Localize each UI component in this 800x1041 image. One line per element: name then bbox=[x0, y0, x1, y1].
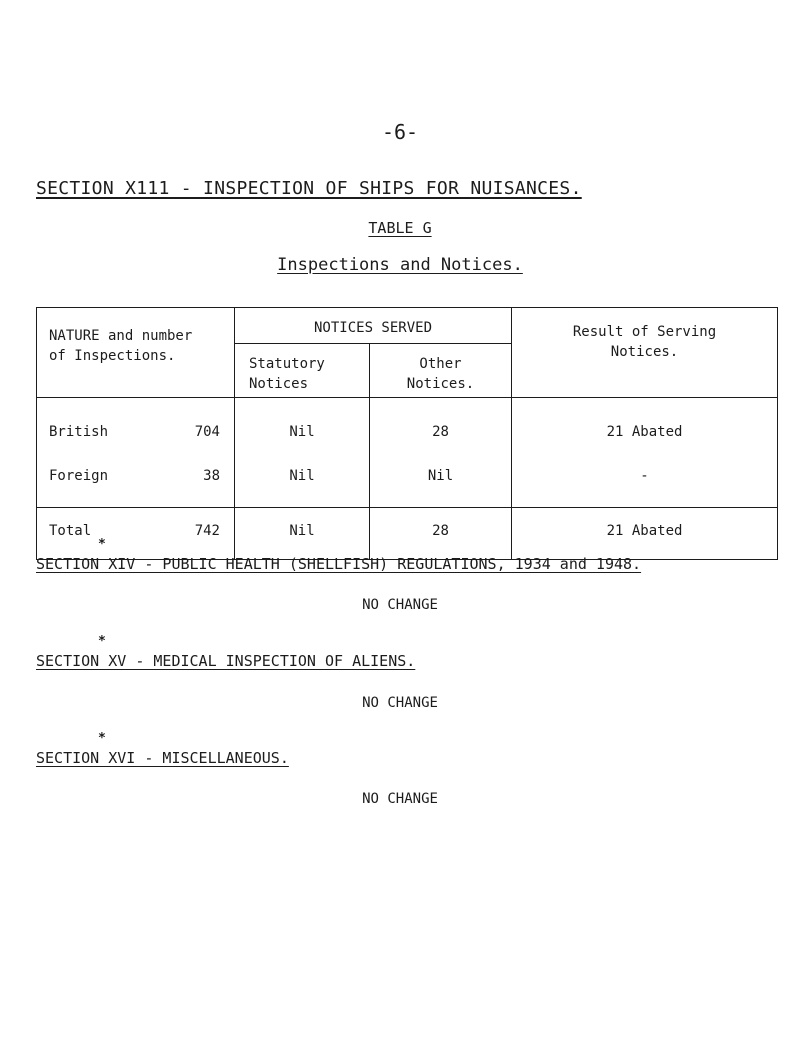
total-label: Total bbox=[49, 523, 92, 539]
row-foreign-result: - bbox=[640, 468, 649, 484]
table-total-row bbox=[37, 508, 778, 560]
total-number: 742 bbox=[194, 523, 220, 539]
section-14-heading: SECTION XIV - PUBLIC HEALTH (SHELLFISH) REGULATIONS, 1934 and 1948. bbox=[36, 555, 642, 573]
cell-total-result bbox=[512, 508, 778, 560]
header-result bbox=[512, 308, 778, 398]
header-statutory-text: Statutory Notices bbox=[249, 356, 325, 392]
row-british-other: 28 bbox=[432, 424, 449, 440]
inspections-table bbox=[36, 307, 778, 560]
total-statutory: Nil bbox=[289, 523, 315, 539]
header-statutory bbox=[235, 344, 370, 398]
table-body-rows bbox=[37, 398, 778, 508]
header-notices-served bbox=[235, 308, 512, 344]
row-foreign-nature bbox=[37, 440, 234, 484]
row-foreign-statutory: Nil bbox=[289, 468, 315, 484]
header-notices-served-text: NOTICES SERVED bbox=[314, 320, 433, 336]
section-13-heading: SECTION X111 - INSPECTION OF SHIPS FOR NUISANCES. bbox=[36, 178, 582, 199]
section-16-marker: * bbox=[98, 731, 106, 746]
total-other: 28 bbox=[432, 523, 449, 539]
row-foreign-other: Nil bbox=[427, 468, 454, 484]
table-label: TABLE G bbox=[368, 219, 432, 237]
header-other bbox=[370, 344, 512, 398]
section-14-marker: * bbox=[98, 537, 106, 552]
cell-total-statutory bbox=[235, 508, 370, 560]
row-british-nature bbox=[37, 398, 234, 440]
section-15-status: NO CHANGE bbox=[362, 695, 438, 711]
header-nature bbox=[37, 308, 235, 398]
row-british-label: British bbox=[49, 424, 109, 440]
row-british-result: 21 Abated bbox=[606, 424, 683, 440]
cell-other-list bbox=[370, 398, 512, 508]
section-16-heading: SECTION XVI - MISCELLANEOUS. bbox=[36, 749, 289, 767]
cell-total-other bbox=[370, 508, 512, 560]
cell-nature-list bbox=[37, 398, 235, 508]
section-15-heading: SECTION XV - MEDICAL INSPECTION OF ALIENS. bbox=[36, 652, 416, 670]
cell-statutory-list bbox=[235, 398, 370, 508]
header-result-text: Result of Serving Notices. bbox=[572, 324, 717, 360]
section-16-status: NO CHANGE bbox=[362, 791, 438, 807]
page-number: -6- bbox=[381, 120, 419, 144]
section-14-status: NO CHANGE bbox=[362, 597, 438, 613]
row-british-number: 704 bbox=[194, 424, 220, 440]
row-foreign-label: Foreign bbox=[49, 468, 109, 484]
row-british-statutory: Nil bbox=[289, 424, 315, 440]
cell-result-list bbox=[512, 398, 778, 508]
header-other-text: Other Notices. bbox=[406, 356, 475, 392]
header-nature-text: NATURE and number of Inspections. bbox=[49, 328, 193, 364]
total-result: 21 Abated bbox=[606, 523, 683, 539]
table-title: Inspections and Notices. bbox=[277, 255, 523, 275]
section-15-marker: * bbox=[98, 634, 106, 649]
row-foreign-number: 38 bbox=[203, 468, 220, 484]
cell-total-nature bbox=[37, 508, 235, 560]
